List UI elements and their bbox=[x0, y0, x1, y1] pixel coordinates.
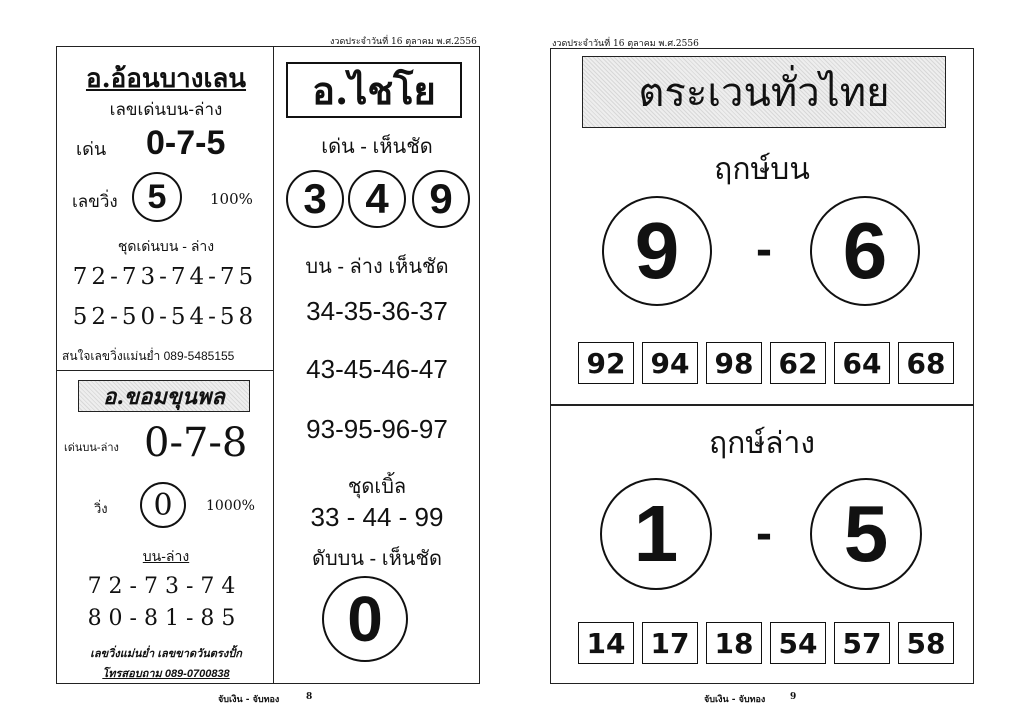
col1-set-line1: 72-73-74-75 bbox=[72, 264, 258, 290]
col1-sub-note1: เลขวิ่งแม่นย่ำ เลขขาดวันตรงปั้ก bbox=[90, 648, 242, 660]
col1-set-line2: 52-50-54-58 bbox=[72, 304, 258, 330]
right-page-number: 9 bbox=[790, 692, 797, 702]
col2-top-circle bbox=[322, 576, 408, 662]
col2-digit-2: 4 bbox=[365, 175, 389, 222]
right-title-box bbox=[582, 56, 946, 128]
lower-dash: - bbox=[756, 507, 772, 560]
lower-digit-2: 5 bbox=[843, 489, 889, 578]
col1-sub-set-line1: 72-73-74 bbox=[87, 574, 243, 599]
upper-number-box: 92 bbox=[578, 342, 634, 384]
right-header-date: งวดประจำวันที่ 16 ตุลาคม พ.ศ.2556 bbox=[552, 39, 699, 49]
right-footer: จับเงิน - จับทอง bbox=[704, 695, 766, 705]
right-section-divider bbox=[550, 404, 974, 406]
col1-sub-set-label: บน-ล่าง bbox=[142, 548, 190, 564]
upper-digit-2: 6 bbox=[842, 206, 888, 295]
col2-digit-1: 3 bbox=[303, 175, 327, 222]
upper-number-box: 94 bbox=[642, 342, 698, 384]
col1-highlight-label: เด่น bbox=[76, 139, 107, 159]
column-divider bbox=[273, 46, 274, 684]
col1-run-circle bbox=[132, 172, 182, 222]
col1-sub-highlight-value: 0-7-8 bbox=[144, 420, 248, 466]
col1-sub-run-value: 0 bbox=[153, 487, 173, 523]
left-page-number: 8 bbox=[306, 692, 313, 702]
col2-digit-circle-1 bbox=[286, 170, 344, 228]
col1-sub-title-box bbox=[78, 380, 250, 412]
col2-top-value: 0 bbox=[347, 583, 383, 655]
upper-dash: - bbox=[756, 223, 772, 276]
lower-number-box: 17 bbox=[642, 622, 698, 664]
lower-digit-circle-1 bbox=[600, 478, 712, 590]
lower-number-box: 54 bbox=[770, 622, 826, 664]
lower-number-box: 58 bbox=[898, 622, 954, 664]
col2-top-label: ดับบน - เห็นชัด bbox=[311, 548, 443, 570]
col1-sub-highlight-label: เด่นบน-ล่าง bbox=[64, 442, 119, 454]
lower-digit-circle-2 bbox=[810, 478, 922, 590]
lower-number-box: 18 bbox=[706, 622, 762, 664]
upper-digit-1: 9 bbox=[634, 206, 680, 295]
lower-number-row bbox=[578, 622, 954, 664]
upper-number-row bbox=[578, 342, 954, 384]
col2-digit-circle-3 bbox=[412, 170, 470, 228]
col2-double-label: ชุดเบิ้ล bbox=[347, 476, 407, 498]
col1-run-label: เลขวิ่ง bbox=[72, 192, 118, 211]
upper-number-box: 64 bbox=[834, 342, 890, 384]
left-header-date: งวดประจำวันที่ 16 ตุลาคม พ.ศ.2556 bbox=[330, 37, 477, 47]
lower-number-box: 57 bbox=[834, 622, 890, 664]
col2-digit-3: 9 bbox=[429, 175, 453, 222]
upper-label: ฤกษ์บน bbox=[714, 153, 810, 186]
section-divider bbox=[56, 370, 273, 371]
upper-number-box: 62 bbox=[770, 342, 826, 384]
col1-sub-run-circle bbox=[140, 482, 186, 528]
col2-pair-line1: 34-35-36-37 bbox=[306, 296, 448, 326]
col2-title: อ.ไชโย bbox=[312, 67, 436, 113]
col1-sub-title: อ.ขอมขุนพล bbox=[103, 383, 225, 410]
col2-digit-circle-2 bbox=[348, 170, 406, 228]
col1-title: อ.อ้อนบางเลน bbox=[85, 64, 247, 94]
upper-number-box: 68 bbox=[898, 342, 954, 384]
lower-label: ฤกษ์ล่าง bbox=[709, 427, 815, 460]
col2-pair-label: บน - ล่าง เห็นชัด bbox=[305, 256, 449, 278]
col1-highlight-value: 0-7-5 bbox=[146, 124, 226, 162]
col1-sub-run-percent: 1000% bbox=[206, 498, 255, 514]
col1-sub-set-line2: 80-81-85 bbox=[87, 606, 243, 631]
upper-digit-circle-1 bbox=[602, 196, 712, 306]
right-title: ตระเวนทั่วไทย bbox=[638, 71, 890, 115]
col1-run-value: 5 bbox=[147, 177, 167, 216]
col2-double-value: 33 - 44 - 99 bbox=[310, 502, 444, 532]
col1-set-label: ชุดเด่นบน - ล่าง bbox=[117, 238, 215, 254]
col2-title-box bbox=[286, 62, 462, 118]
col1-sub-note2: โทรสอบถาม 089-0700838 bbox=[102, 668, 230, 680]
col1-contact: สนใจเลขวิ่งแม่นย่ำ 089-5485155 bbox=[62, 349, 235, 363]
upper-digit-circle-2 bbox=[810, 196, 920, 306]
lower-digit-1: 1 bbox=[633, 489, 679, 578]
upper-number-box: 98 bbox=[706, 342, 762, 384]
left-footer: จับเงิน - จับทอง bbox=[218, 695, 280, 705]
col2-subtitle: เด่น - เห็นชัด bbox=[321, 136, 433, 158]
lower-number-box: 14 bbox=[578, 622, 634, 664]
col1-sub-run-label: วิ่ง bbox=[94, 501, 108, 516]
col1-subtitle: เลขเด่นบน-ล่าง bbox=[109, 100, 223, 119]
col1-run-percent: 100% bbox=[210, 190, 253, 208]
col2-pair-line2: 43-45-46-47 bbox=[306, 354, 448, 384]
col2-pair-line3: 93-95-96-97 bbox=[306, 414, 448, 444]
